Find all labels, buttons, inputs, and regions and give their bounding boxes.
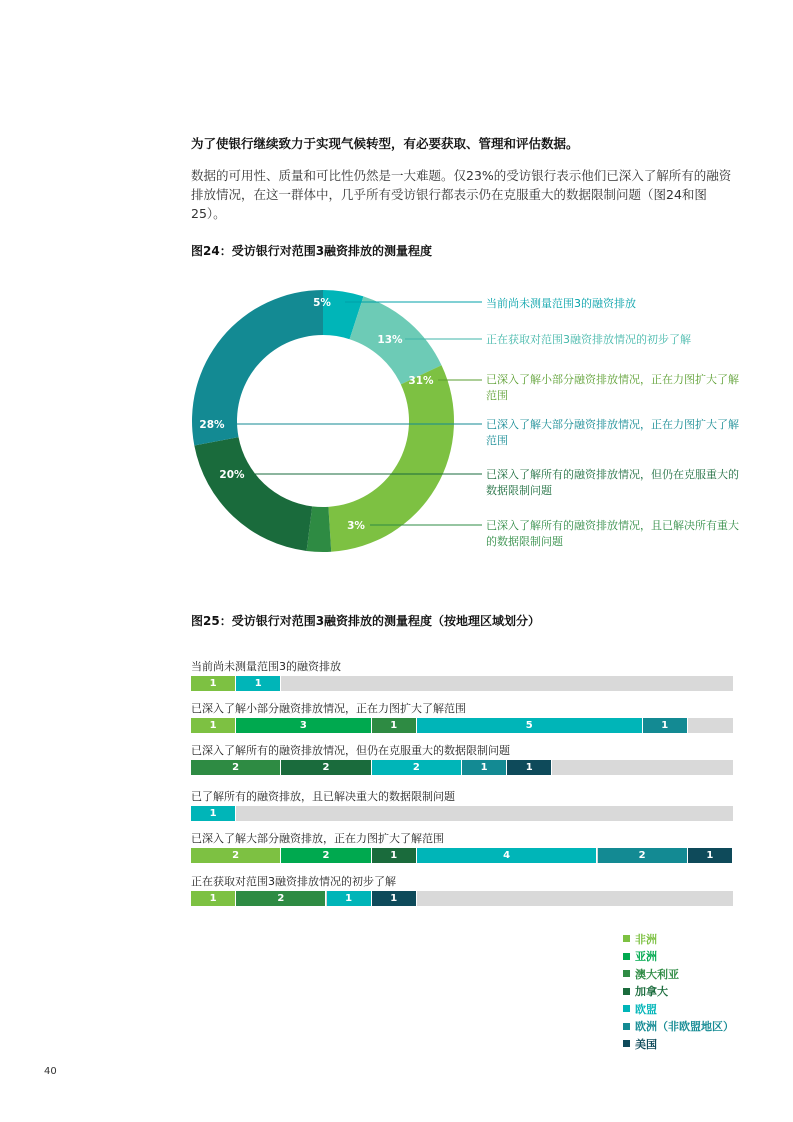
chart-legend [623,930,734,1053]
legend-label: 美国 [635,1037,657,1051]
slice-annotation: 已深入了解大部分融资排放情况，正在力图扩大了解范围 [486,418,739,447]
bar-track [191,760,733,775]
bar-segment: 1 [191,676,236,691]
bar-segment: 2 [281,848,371,863]
bar-segment: 1 [372,718,417,733]
figure-24-title: 图24：受访银行对范围3融资排放的测量程度 [191,244,433,258]
legend-swatch [623,1023,630,1030]
legend-label: 欧洲（非欧盟地区） [635,1020,734,1034]
slice-annotation: 正在获取对范围3融资排放情况的初步了解 [486,333,691,346]
slice-percent-label: 20% [219,469,245,481]
donut-slice [194,437,312,551]
bar-segment: 2 [236,891,326,906]
legend-item [623,948,734,966]
bar-segment: 1 [372,891,417,906]
bar-segment: 1 [643,718,688,733]
bar-track [191,676,733,691]
slice-percent-label: 28% [199,419,225,431]
section-heading: 为了使银行继续致力于实现气候转型，有必要获取、管理和评估数据。 [191,136,579,151]
bar-row-label: 当前尚未测量范围3的融资排放 [191,660,341,673]
slice-annotation: 已深入了解小部分融资排放情况，正在力图扩大了解范围 [486,373,739,402]
bar-segment: 2 [598,848,688,863]
legend-label: 加拿大 [635,985,668,999]
bar-segment: 2 [281,760,371,775]
legend-swatch [623,935,630,942]
slice-annotation: 已深入了解所有的融资排放情况，但仍在克服重大的数据限制问题 [486,468,739,497]
bar-segment: 1 [191,718,236,733]
legend-swatch [623,988,630,995]
legend-item [623,1035,734,1053]
bar-segment: 1 [372,848,417,863]
bar-row-label: 已深入了解小部分融资排放情况，正在力图扩大了解范围 [191,702,466,715]
figure-25-title: 图25：受访银行对范围3融资排放的测量程度（按地理区域划分） [191,614,541,628]
bar-segment: 4 [417,848,598,863]
legend-swatch [623,953,630,960]
bar-segment: 1 [191,891,236,906]
slice-annotation: 当前尚未测量范围3的融资排放 [486,297,636,310]
bar-track [191,891,733,906]
legend-label: 欧盟 [635,1002,657,1016]
bar-segment: 1 [236,676,281,691]
bar-track [191,848,733,863]
bar-row-label: 已深入了解大部分融资排放，正在力图扩大了解范围 [191,832,444,845]
legend-item [623,965,734,983]
bar-segment: 1 [688,848,733,863]
bar-segment: 2 [191,760,281,775]
legend-label: 亚洲 [635,950,657,964]
bar-row-label: 已了解所有的融资排放，且已解决重大的数据限制问题 [191,790,455,803]
slice-annotation: 已深入了解所有的融资排放情况，且已解决所有重大的数据限制问题 [486,519,739,548]
bar-track [191,806,733,821]
legend-swatch [623,1040,630,1047]
legend-swatch [623,970,630,977]
bar-track [191,718,733,733]
legend-item [623,983,734,1001]
body-paragraph: 数据的可用性、质量和可比性仍然是一大难题。仅23%的受访银行表示他们已深入了解所有的融资排放情况，在这一群体中，几乎所有受访银行都表示仍在克服重大的数据限制问题（图24和图25）。 [191,168,732,221]
legend-item [623,1000,734,1018]
legend-swatch [623,1005,630,1012]
slice-percent-label: 13% [377,334,403,346]
legend-item [623,1018,734,1036]
legend-item [623,930,734,948]
bar-segment: 1 [191,806,236,821]
bar-row-label: 已深入了解所有的融资排放情况，但仍在克服重大的数据限制问题 [191,744,510,757]
slice-percent-label: 31% [408,375,434,387]
bar-segment: 3 [236,718,372,733]
legend-label: 非洲 [635,932,657,946]
bar-segment: 1 [507,760,552,775]
bar-segment: 2 [191,848,281,863]
bar-segment: 1 [327,891,372,906]
slice-percent-label: 3% [347,520,365,532]
bar-row-label: 正在获取对范围3融资排放情况的初步了解 [191,875,396,888]
bar-segment: 1 [462,760,507,775]
page-number: 40 [44,1066,57,1077]
bar-segment: 5 [417,718,643,733]
bar-segment: 2 [372,760,462,775]
legend-label: 澳大利亚 [635,967,679,981]
slice-percent-label: 5% [313,297,331,309]
